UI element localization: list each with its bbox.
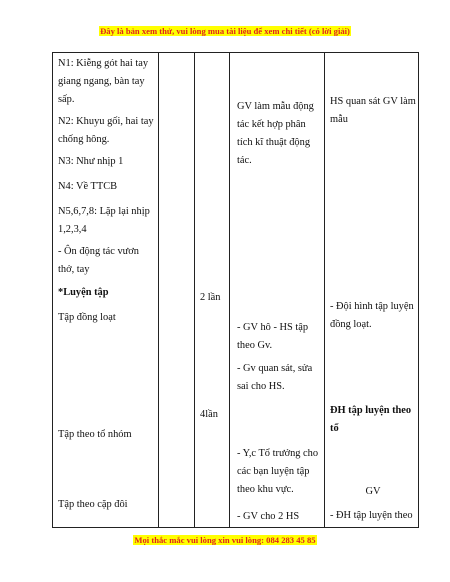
step-n1: N1: Kiễng gót hai tay giang ngang, bàn tay sấp.: [58, 58, 149, 105]
step-n2: N2: Khuyu gối, hai tay chống hông.: [58, 116, 154, 145]
practice-pair: Tập theo cặp đôi: [58, 499, 128, 510]
teacher-marker: GV: [365, 486, 381, 497]
practice-all: Tập đồng loạt: [58, 312, 116, 323]
repetition-4: 4lần: [200, 409, 218, 420]
top-banner-text: Đây là bản xem thử, vui lòng mua tài liệu để xem chi tiết (có lời giải): [100, 26, 350, 36]
column-divider: [324, 53, 325, 527]
teacher-demo: GV làm mẫu động tác kết hợp phân tích kĩ thuật động tác.: [237, 101, 314, 166]
practice-group: Tập theo tổ nhóm: [58, 429, 132, 440]
top-preview-banner: [0, 26, 450, 36]
students-observe: HS quan sát GV làm mẫu: [330, 96, 416, 125]
teacher-correct: - Gv quan sát, sửa sai cho HS.: [237, 363, 313, 392]
teacher-command: - GV hô - HS tập theo Gv.: [237, 322, 309, 351]
column-divider: [194, 53, 195, 527]
formation-all: - Đội hình tập luyện đồng loạt.: [330, 301, 414, 330]
practice-heading: *Luyện tập: [58, 287, 109, 298]
lesson-table: [52, 52, 419, 528]
repetition-2: 2 lần: [200, 292, 221, 303]
bottom-contact-banner: [0, 535, 450, 545]
step-n5678: N5,6,7,8: Lặp lại nhịp 1,2,3,4: [58, 206, 150, 235]
formation-pair: - ĐH tập luyện theo: [330, 510, 413, 521]
teacher-pairs: - GV cho 2 HS: [237, 511, 300, 522]
bottom-banner-text: Mọi thắc mắc vui lòng xin vui lòng: 084 283 45 85: [134, 535, 316, 545]
step-n4: N4: Về TTCB: [58, 181, 118, 192]
column-divider: [158, 53, 159, 527]
step-n3: N3: Như nhịp 1: [58, 156, 124, 167]
review-exercise: - Ôn động tác vươn thở, tay: [58, 246, 139, 275]
formation-group: ĐH tập luyện theo tổ: [330, 405, 412, 434]
teacher-group-lead: - Y,c Tổ trưởng cho các bạn luyện tập theo khu vực.: [237, 448, 319, 495]
